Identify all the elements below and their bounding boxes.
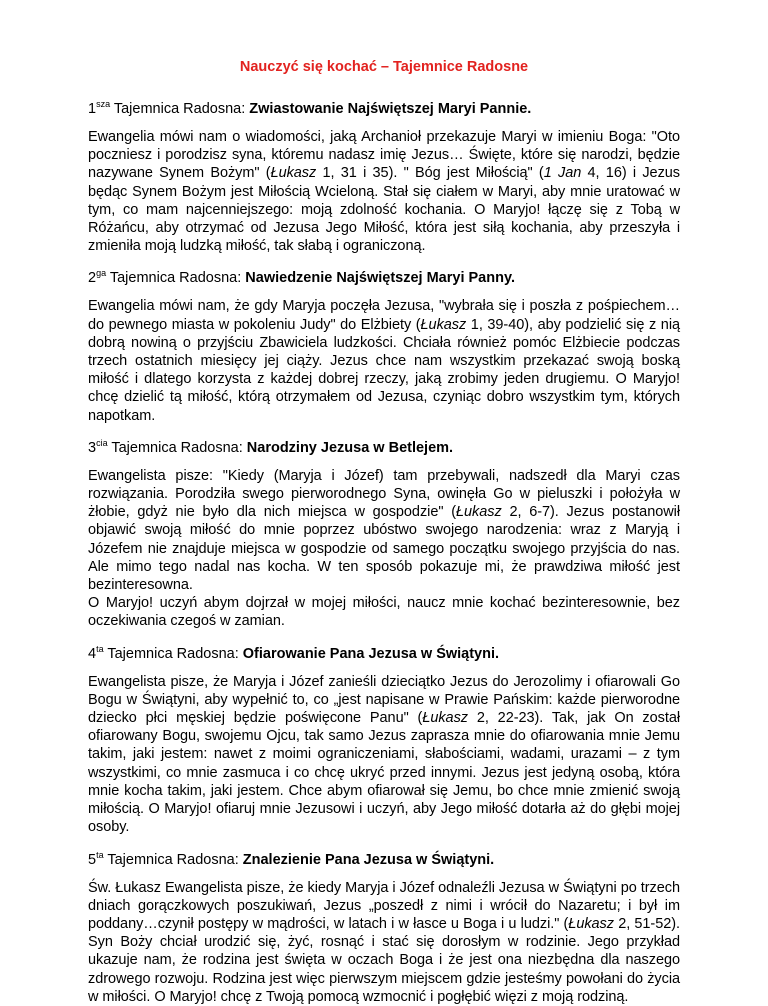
text-run: 1, 39-40), aby podzielić się z nią dobrą nowiną o przyjściu Zbawiciela ludzkości. Chciała również pomóc Elżbiecie podczas trzech ostatnich miesięcy jej ciąży. Jezus chce nam wszystkim przekazać swoją boską miłość i dlatego korzysta z każdej dobrej rzeczy, jaką zrobimy jeden drugiemu. O Maryjo! chcę dzielić tą miłość, którą otrzymałem od Jezusa, czyniąc dobro wszystkim tym, których napotkam. xyxy=(88,316,681,424)
mystery-body xyxy=(88,879,680,1006)
mystery-paragraph xyxy=(88,673,680,837)
text-run: 2, 22-23). Tak, jak On został ofiarowany Bogu, swojemu Ojcu, tak samo Jezus zaprasza mnie do ofiarowania mnie Jemu takim, jaki jestem: nawet z moimi ograniczeniami, słabościami, wadami, urazami – z tym wszystkimi, co mnie zasmuca i co chcę ukryć przed innymi. Jezus jest jedyną osobą, która mnie kocha takim, jaki jestem. Chce abym ofiarował się Jemu, bo chce mnie zmienić swoją miłością. O Maryjo! ofiaruj mnie Jezusowi i uczyń, aby Jego miłość dotarła aż do głębi mojej osoby. xyxy=(88,710,681,836)
document-title: Nauczyć się kochać – Tajemnice Radosne xyxy=(239,59,529,75)
mysteries-list xyxy=(88,100,680,1006)
mystery-heading xyxy=(88,439,680,457)
ordinal-suffix: ta xyxy=(96,643,104,654)
mystery-section xyxy=(88,645,680,837)
mystery-section xyxy=(88,439,680,631)
mystery-paragraph xyxy=(88,297,680,424)
mystery-section xyxy=(88,100,680,255)
text-run: Ewangelista pisze: "Kiedy (Maryja i Józef) tam przebywali, nadszedł dla Maryi czas rozwiązania. Porodziła swego pierworodnego Syna, owinęła Go w pieluszki i położyła w żłobie, gdyż nie było dla nich miejsca w gospodzie" ( xyxy=(88,467,680,521)
text-run: Ewangelia mówi nam, że gdy Maryja poczęła Jezusa, "wybrała się i poszła z pośpiechem… do pewnego miasta w pokoleniu Judy" do Elżbiety ( xyxy=(88,298,680,333)
mystery-heading xyxy=(88,100,680,118)
mystery-label: Tajemnica Radosna: xyxy=(107,439,247,456)
mystery-label: Tajemnica Radosna: xyxy=(103,851,243,868)
scripture-reference: Łukasz xyxy=(420,316,467,333)
text-run: Ewangelista pisze, że Maryja i Józef zanieśli dzieciątko Jezus do Jerozolimy i ofiarowali Go Bogu w Świątyni, aby wypełnić to, co „jest napisane w Prawie Pańskim: każde pierworodne dziecko płci męskiej będzie poświęcone Panu" ( xyxy=(88,673,680,727)
mystery-paragraph xyxy=(88,879,680,1006)
scripture-reference: 1 Jan xyxy=(543,165,582,182)
mystery-body xyxy=(88,673,680,837)
mystery-paragraph xyxy=(88,594,680,630)
scripture-reference: Łukasz xyxy=(456,504,502,521)
mystery-body xyxy=(88,297,680,424)
mystery-number: 2 xyxy=(88,270,97,287)
mystery-body xyxy=(88,467,680,631)
mystery-paragraph xyxy=(88,128,680,255)
mystery-title: Narodziny Jezusa w Betlejem. xyxy=(246,439,454,456)
text-run: 4, 16) i Jezus będąc Synem Bożym jest Miłością Wcieloną. Stał się ciałem w Maryi, aby mnie uratować w tym, co mam najcenniejszego: moją zdolność kochania. O Maryjo! łączę się z Tobą w Różańcu, aby otrzymać od Jezusa Jego Miłość, która jest siłą kochania, aby przeszyła i zmieniła moją ludzką miłość, tak słabą i ograniczoną. xyxy=(88,165,680,255)
scripture-reference: Łukasz xyxy=(270,165,317,182)
ordinal-suffix: sza xyxy=(96,99,111,109)
text-run: Św. Łukasz Ewangelista pisze, że kiedy Maryja i Józef odnaleźli Jezusa w Świątyni po trzech dniach gorączkowych poszukiwań, Jezus „poszedł z nimi i wrócił do Nazaretu; i był im poddany…czynił postępy w mądrości, w latach i w łasce u Boga i u ludzi." ( xyxy=(88,879,680,932)
mystery-body xyxy=(88,128,680,255)
mystery-number: 3 xyxy=(88,439,97,456)
mystery-heading xyxy=(88,851,680,869)
scripture-reference: Łukasz xyxy=(568,915,614,932)
mystery-paragraph xyxy=(88,467,680,594)
mystery-heading xyxy=(88,269,680,287)
mystery-label: Tajemnica Radosna: xyxy=(110,101,250,117)
mystery-section xyxy=(88,851,680,1006)
text-run: 2, 51-52). Syn Boży chciał urodzić się, żyć, rosnąć i stać się dorosłym w rodzinie. Jego przykład ukazuje nam, że rodzina jest święta w oczach Boga i że jest ona niezbędna dla naszego zdrowego rozwoju. Rodzina jest więc pierwszym miejscem gdzie jesteśmy powołani do życia w miłości. O Maryjo! chcę z Twoją pomocą wzmocnić i pogłębić więzi z moją rodziną. xyxy=(88,915,680,1005)
text-run: O Maryjo! uczyń abym dojrzał w mojej miłości, naucz mnie kochać bezinteresownie, bez oczekiwania czegoś w zamian. xyxy=(88,595,680,630)
scripture-reference: Łukasz xyxy=(422,710,468,727)
mystery-title: Ofiarowanie Pana Jezusa w Świątyni. xyxy=(242,645,500,662)
text-run: Ewangelia mówi nam o wiadomości, jaką Archanioł przekazuje Maryi w imieniu Boga: "Oto poczniesz i porodzisz syna, któremu nadasz imię Jezus… Święte, które się narodzi, będzie nazywane Synem Bożym" ( xyxy=(88,129,680,182)
mystery-number: 4 xyxy=(88,645,97,662)
mystery-section xyxy=(88,269,680,424)
mystery-title: Nawiedzenie Najświętszej Maryi Panny. xyxy=(245,270,515,287)
mystery-heading xyxy=(88,645,680,663)
mystery-title: Zwiastowanie Najświętszej Maryi Pannie. xyxy=(249,101,532,117)
mystery-number: 1 xyxy=(88,101,97,117)
text-run: 2, 6-7). Jezus postanowił objawić swoją miłość do mnie poprzez ubóstwo swojego narodzenia: wraz z Maryją i Józefem nie znajduje miejsca w gospodzie od samego początku swojego przyjścia do nas. Ale mimo tego nadal nas kocha. W ten sposób pokazuje mi, że prawdziwa miłość jest bezinteresowna. xyxy=(88,504,680,594)
ordinal-suffix: ta xyxy=(96,849,104,860)
mystery-number: 5 xyxy=(88,851,97,868)
mystery-title: Znalezienie Pana Jezusa w Świątyni. xyxy=(242,851,495,868)
text-run: 1, 31 i 35). " Bóg jest Miłością" ( xyxy=(316,165,544,182)
mystery-label: Tajemnica Radosna: xyxy=(103,645,243,662)
ordinal-suffix: ga xyxy=(96,268,107,279)
mystery-label: Tajemnica Radosna: xyxy=(106,270,246,287)
ordinal-suffix: cia xyxy=(96,437,108,448)
